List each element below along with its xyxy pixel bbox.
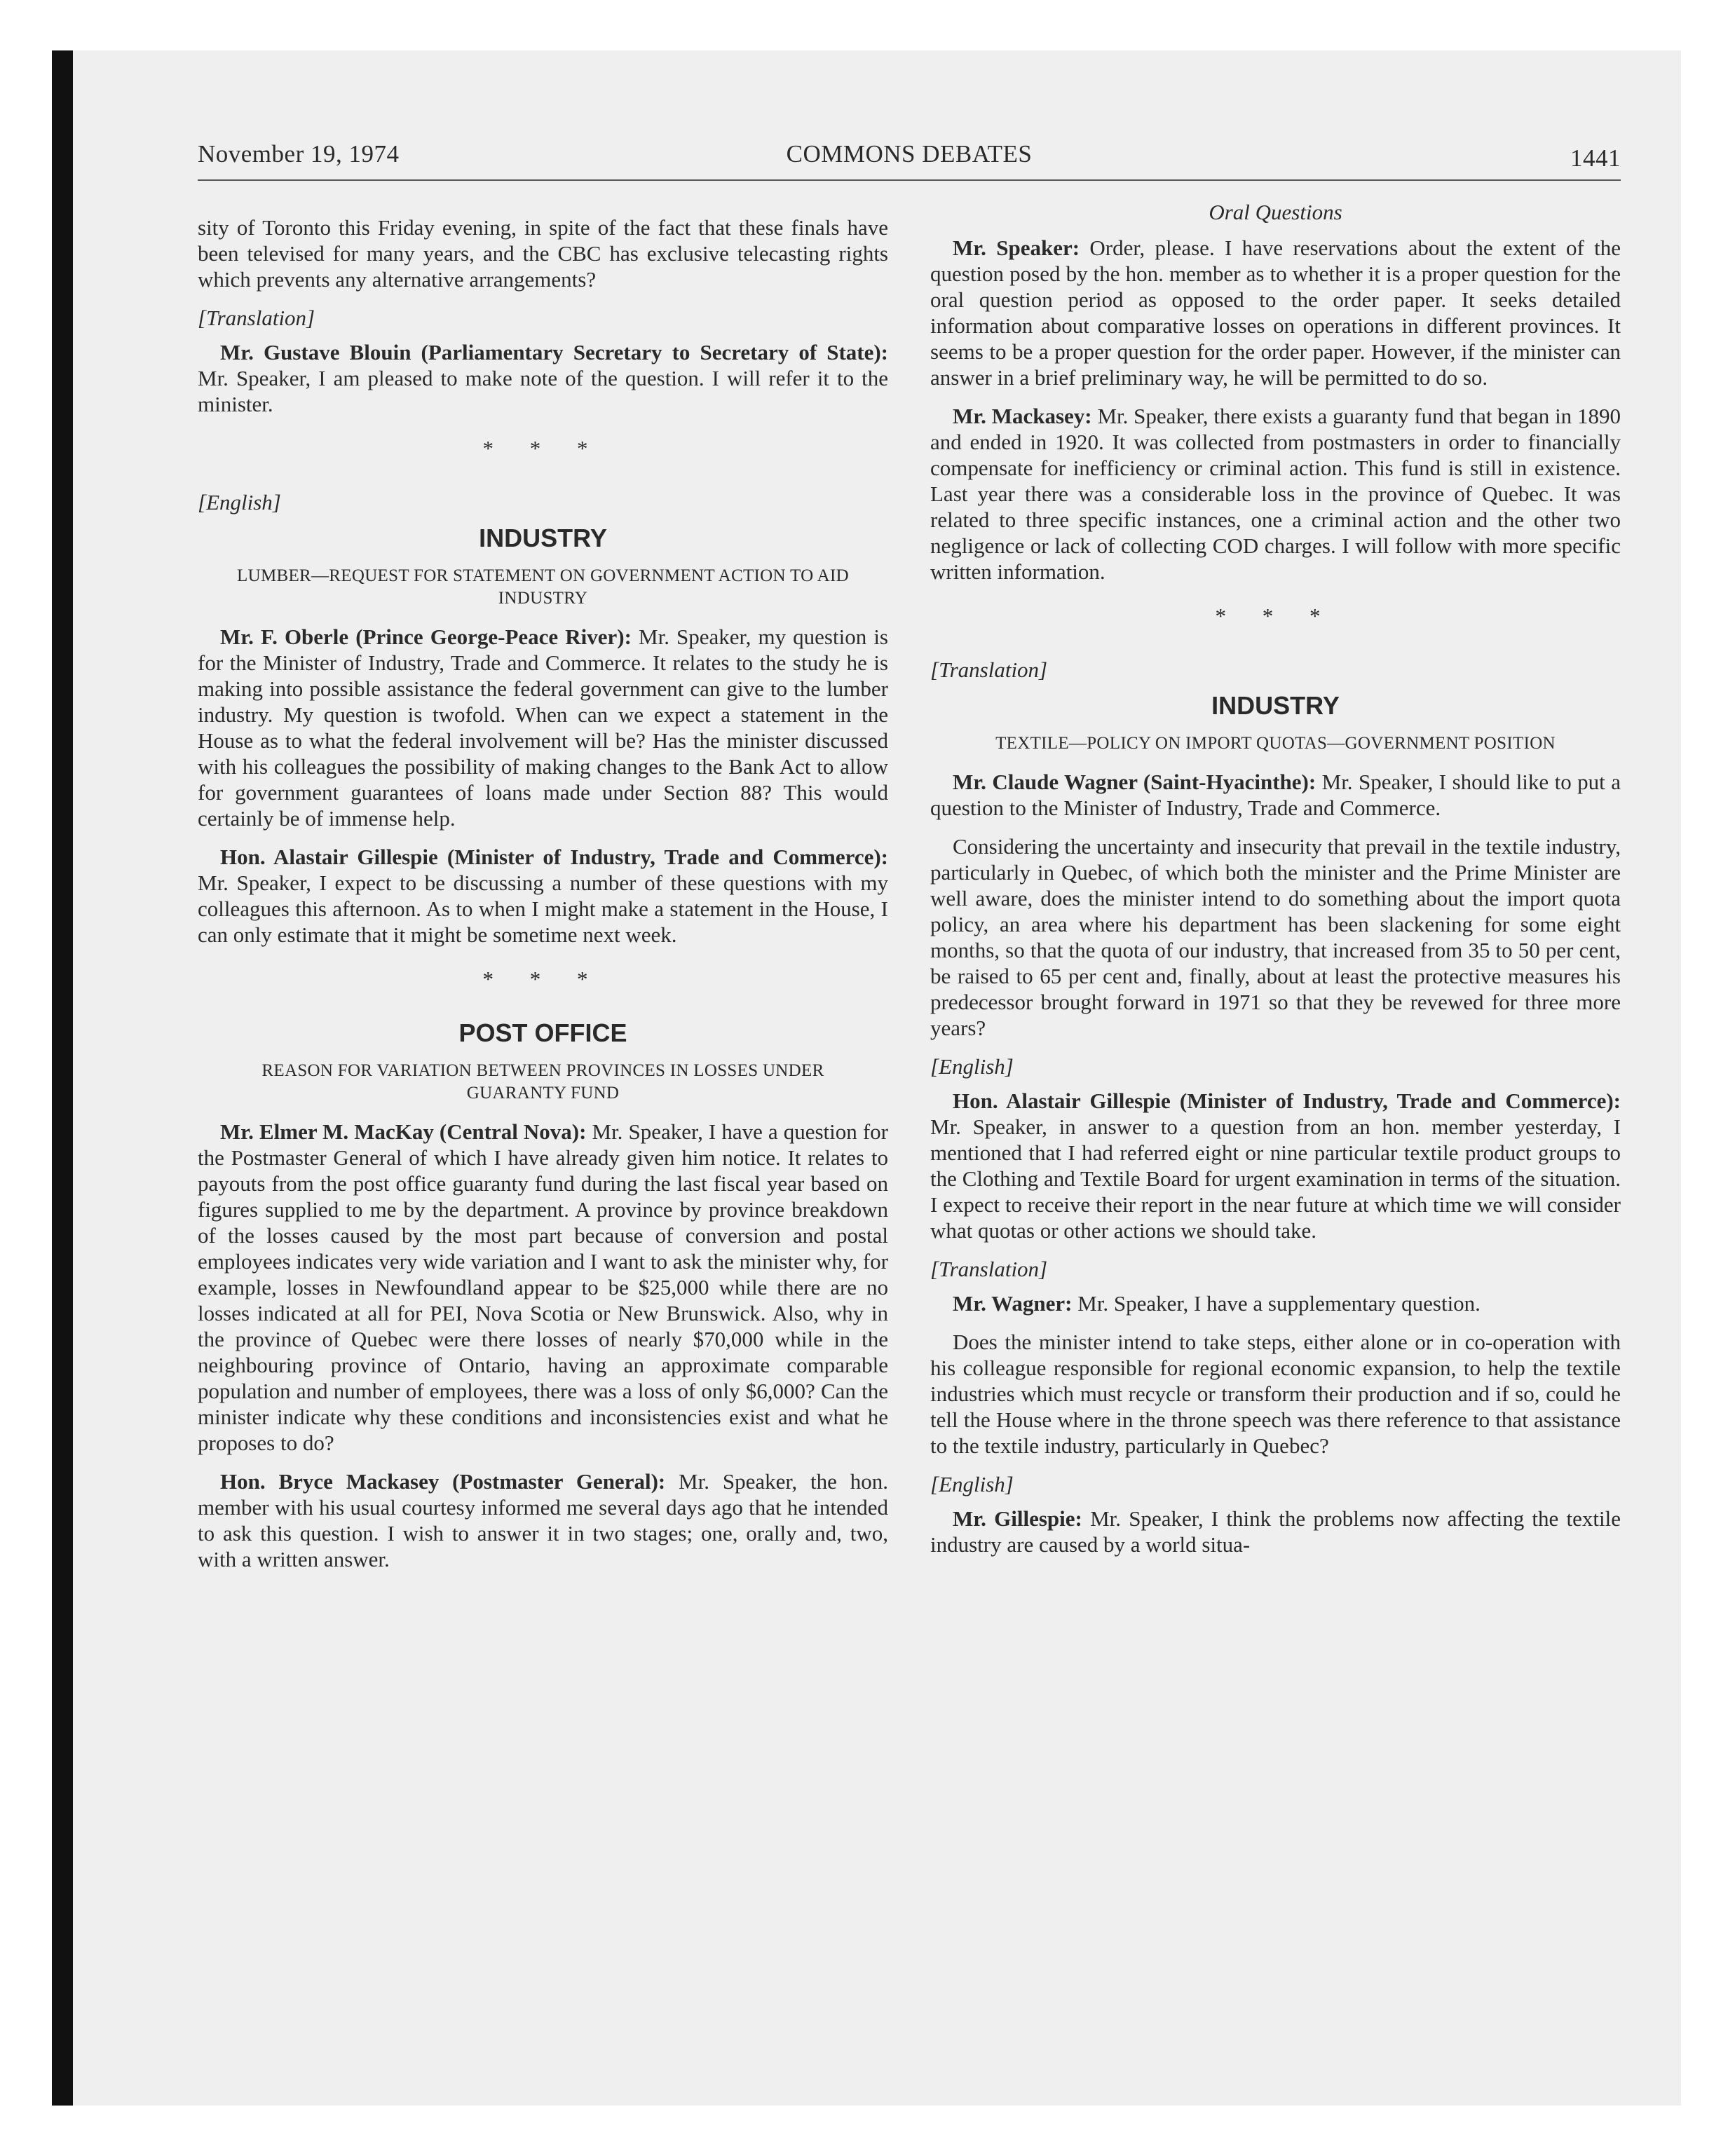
- right-column: [930, 186, 1621, 1585]
- paragraph: [198, 1468, 888, 1572]
- speaker-name: Mr. Wagner:: [953, 1291, 1073, 1316]
- language-marker: [English]: [930, 1054, 1014, 1079]
- language-marker: [Translation]: [930, 1257, 1048, 1281]
- paragraph: Does the minister intend to take steps, either alone or in co-operation with his colleague responsible for regional economic expansion, to help the textile industries which must recycle or transform their production and if so, could he tell the House where in the throne speech was there reference to that assistance to the textile industry, particularly in Quebec?: [930, 1330, 1621, 1458]
- speaker-name: Mr. Claude Wagner (Saint-Hyacinthe):: [953, 770, 1316, 794]
- scan-edge: [52, 50, 73, 2106]
- paragraph: Considering the uncertainty and insecurity that prevail in the textile industry, particularly in Quebec, of which both the minister and the Prime Minister are well aware, does the minister intend to do something about the import quota policy, an area where his department has been slackening for some eight months, so that the quota of our industry, that increased from 35 to 50 per cent, be raised to 65 per cent and, finally, about at least the protective measures his predecessor brought forward in 1971 so that they be revewed for three more years?: [930, 834, 1621, 1040]
- speaker-name: Mr. F. Oberle (Prince George-Peace River):: [220, 625, 632, 649]
- language-marker: [English]: [930, 1472, 1014, 1496]
- header-date: November 19, 1974: [198, 140, 400, 168]
- speaker-name: Mr. Gillespie:: [953, 1506, 1082, 1531]
- speech-text: Order, please. I have reservations about the extent of the question posed by the hon. member as to whether it is a proper question for the oral question period as opposed to the order paper. It seeks detailed information about comparative losses on operations in different provinces. It seems to be a proper question for the order paper. However, if the minister can answer in a brief preliminary way, he will be permitted to do so.: [930, 236, 1621, 390]
- left-column: [198, 186, 888, 1585]
- paragraph: [930, 403, 1621, 585]
- paragraph: [930, 1506, 1621, 1557]
- paragraph: [198, 844, 888, 948]
- section-heading: POST OFFICE: [458, 1018, 627, 1047]
- subsection-heading: TEXTILE—POLICY ON IMPORT QUOTAS—GOVERNMENT POSITION: [995, 734, 1556, 753]
- speech-text: Mr. Speaker, I am pleased to make note of the question. I will refer it to the minister.: [198, 366, 888, 416]
- speaker-name: Mr. Gustave Blouin (Parliamentary Secretary to Secretary of State):: [220, 340, 888, 364]
- speaker-name: Hon. Alastair Gillespie (Minister of Industry, Trade and Commerce):: [220, 845, 888, 869]
- paragraph: [930, 1290, 1621, 1316]
- paragraph: [198, 1119, 888, 1456]
- running-head: Oral Questions: [1209, 200, 1342, 224]
- speaker-name: Hon. Bryce Mackasey (Postmaster General):: [220, 1469, 666, 1494]
- page-content: [198, 140, 1621, 1585]
- page-header: [198, 140, 1621, 181]
- section-heading: INDUSTRY: [1211, 691, 1340, 720]
- subsection-heading: REASON FOR VARIATION BETWEEN PROVINCES IN LOSSES UNDER GUARANTY FUND: [261, 1061, 824, 1103]
- speech-text: Mr. Speaker, the hon. member with his usual courtesy informed me several days ago that he intended to ask this question. I wish to answer it in two stages; one, orally and, two, with a written answer.: [198, 1469, 888, 1571]
- speech-text: Mr. Speaker, I should like to put a question to the Minister of Industry, Trade and Commerce.: [930, 770, 1621, 820]
- speaker-name: Mr. Mackasey:: [953, 404, 1092, 428]
- text-columns: [198, 186, 1621, 1585]
- paragraph: [198, 624, 888, 831]
- speech-text: Mr. Speaker, I expect to be discussing a number of these questions with my colleagues this afternoon. As to when I might make a statement in the House, I can only estimate that it might be sometime next week.: [198, 871, 888, 947]
- section-heading: INDUSTRY: [479, 524, 607, 552]
- speaker-name: Mr. Speaker:: [953, 236, 1080, 260]
- paragraph: [930, 1088, 1621, 1243]
- speech-text: Mr. Speaker, there exists a guaranty fund that began in 1890 and ended in 1920. It was collected from postmasters in order to financially compensate for inefficiency or criminal action. This fund is still in existence. Last year there was a considerable loss in the province of Quebec. It was related to three specific instances, one a criminal action and the other two negligence or lack of collecting COD charges. I will follow with more specific written information.: [930, 404, 1621, 584]
- speech-text: Mr. Speaker, I have a supplementary question.: [1072, 1291, 1481, 1316]
- paragraph: [930, 769, 1621, 821]
- paragraph: [930, 235, 1621, 390]
- page-number: 1441: [1570, 144, 1621, 172]
- speech-text: Mr. Speaker, I have a question for the Postmaster General of which I have already given him notice. It relates to payouts from the post office guaranty fund during the last fiscal year based on figures supplied to me by the department. A province by province breakdown of the losses caused by the most part because of conversion and postal employees indicates very wide variation and I want to ask the minister why, for example, losses in Newfoundland appear to be $25,000 while there are no losses indicated at all for PEI, Nova Scotia or New Brunswick. Also, why in the province of Quebec were there losses of nearly $70,000 while in the neighbouring province of Ontario, having an approximate comparable population and number of employees, there was a loss of only $6,000? Can the minister indicate why these conditions and inconsistencies exist and what he proposes to do?: [198, 1119, 889, 1455]
- section-separator: * * *: [482, 967, 604, 991]
- speaker-name: Hon. Alastair Gillespie (Minister of Industry, Trade and Commerce):: [953, 1089, 1621, 1113]
- language-marker: [English]: [198, 490, 281, 514]
- language-marker: [Translation]: [930, 657, 1048, 682]
- speech-text: Mr. Speaker, I think the problems now affecting the textile industry are caused by a world situa-: [930, 1506, 1621, 1557]
- header-title: COMMONS DEBATES: [786, 140, 1033, 168]
- speaker-name: Mr. Elmer M. MacKay (Central Nova):: [220, 1119, 587, 1144]
- language-marker: [Translation]: [198, 306, 315, 330]
- paragraph: sity of Toronto this Friday evening, in spite of the fact that these finals have been televised for many years, and the CBC has exclusive telecasting rights which prevents any alternative arrangements?: [198, 215, 888, 292]
- paragraph: [198, 339, 888, 417]
- speech-text: Mr. Speaker, my question is for the Minister of Industry, Trade and Commerce. It relates to the study he is making into possible assistance the federal government can give to the lumber industry. My question is twofold. When can we expect a statement in the House as to what the federal involvement will be? Has the minister discussed with his colleagues the possibility of making changes to the Bank Act to allow for government guarantees of loans made under Section 88? This would certainly be of immense help.: [198, 625, 888, 831]
- section-separator: * * *: [1215, 603, 1336, 628]
- subsection-heading: LUMBER—REQUEST FOR STATEMENT ON GOVERNMENT ACTION TO AID INDUSTRY: [237, 566, 849, 608]
- section-separator: * * *: [482, 436, 604, 460]
- speech-text: Mr. Speaker, in answer to a question from an hon. member yesterday, I mentioned that I had referred eight or nine particular textile product groups to the Clothing and Textile Board for urgent examination in terms of the situation. I expect to receive their report in the near future at which time we will consider what quotas or other actions we should take.: [930, 1114, 1621, 1243]
